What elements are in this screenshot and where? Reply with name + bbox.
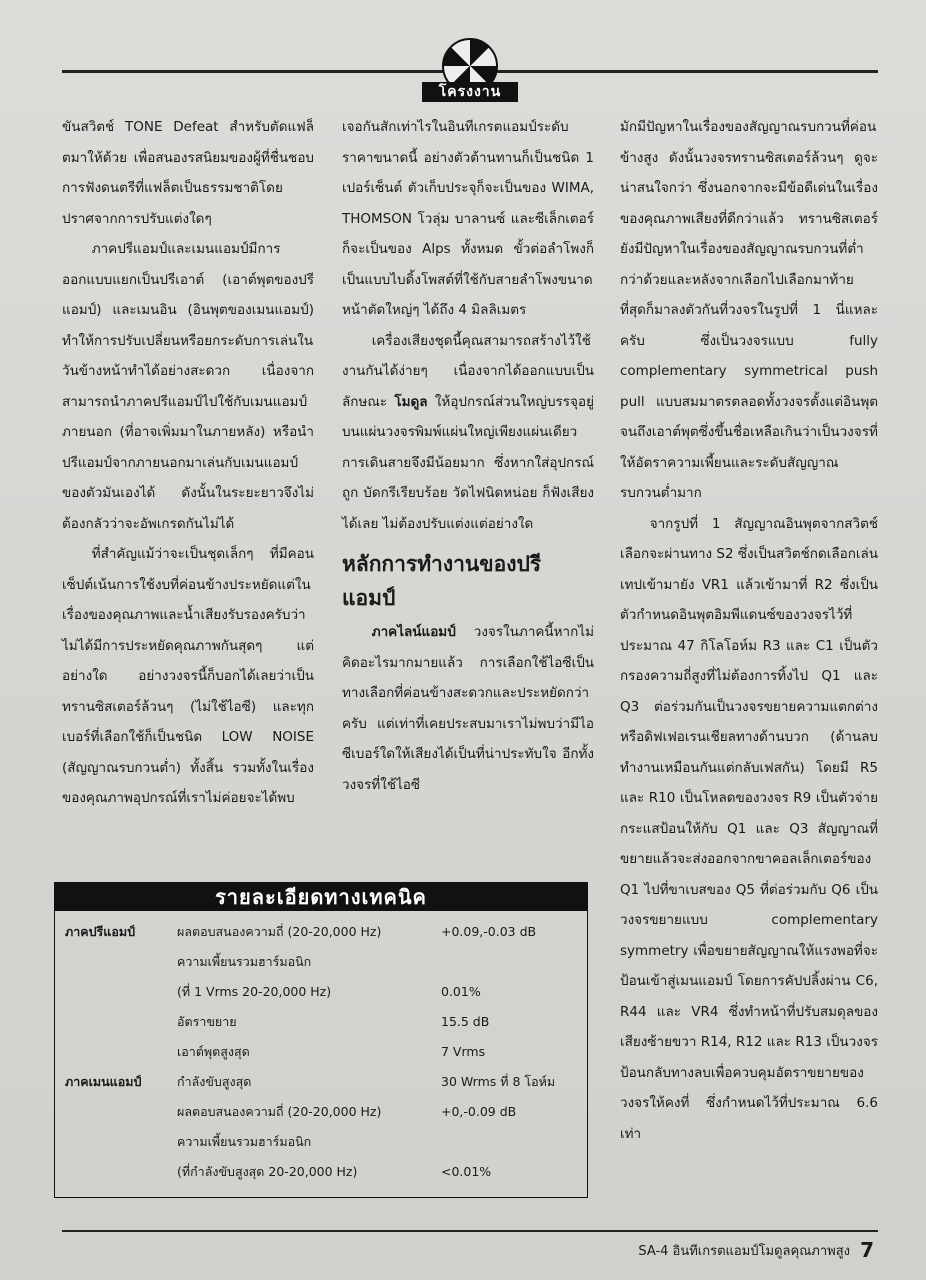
spec-table-title: รายละเอียดทางเทคนิค xyxy=(55,883,587,911)
paragraph xyxy=(342,326,594,540)
spec-item: ความเพี้ยนรวมฮาร์มอนิก xyxy=(177,1134,312,1149)
spec-row xyxy=(55,917,587,947)
spec-item: ความเพี้ยนรวมฮาร์มอนิก xyxy=(177,954,312,969)
paragraph: ที่สำคัญแม้ว่าจะเป็นชุดเล็กๆ ที่มีคอนเซ็ปต์เน้นการใช้งบที่ค่อนข้างประหยัดแต่ในเรื่องของคุณภาพและน้ำเสียงรับรองครับว่าไม่ได้มีการประหยัดคุณภาพกันสุดๆ แต่อย่างใด อย่างวงจรนี้ก็บอกได้เลยว่าเป็นทรานซิสเตอร์ล้วนๆ (ไม่ใช้ไอซี) และทุกเบอร์ที่เลือกใช้ก็เป็นชนิด LOW NOISE (สัญญาณรบกวนต่ำ) ทั้งสิ้น รวมทั้งในเรื่องของคุณภาพอุปกรณ์ที่เราไม่ค่อยจะได้พบ xyxy=(62,546,314,806)
column-1 xyxy=(62,112,314,814)
column-3 xyxy=(620,112,878,1149)
emphasis-text: ภาคไลน์แอมป์ xyxy=(371,624,456,640)
spec-value: 30 Wrms ที่ 8 โอห์ม xyxy=(441,1074,556,1089)
paragraph-text: เครื่องเสียงชุดนี้คุณสามารถสร้างไว้ใช้งานกันได้ง่ายๆ เนื่องจากได้ออกแบบเป็นลักษณะ xyxy=(342,332,594,410)
spec-table xyxy=(54,882,588,1198)
spec-value: 0.01% xyxy=(441,984,481,999)
paragraph: ภาคปรีแอมป์และเมนแอมป์มีการออกแบบแยกเป็นปรีเอาต์ (เอาต์พุตของปรีแอมป์) และเมนอิน (อินพุตของเมนแอมป์) ทำให้การปรับเปลี่ยนหรือยกระดับการเล่นในวันข้างหน้าทำได้อย่างสะดวก เนื่องจากสามารถนำภาคปรีแอมป์ไปใช้กับเมนแอมป์ภายนอก (ที่อาจเพิ่มมาในภายหลัง) หรือนำปรีแอมป์จากภายนอกมาเล่นกับเมนแอมป์ของตัวมันเองได้ ดังนั้นในระยะยาวจึงไม่ต้องกลัวว่าจะอัพเกรดกันไม่ได้ xyxy=(62,241,314,532)
spec-row xyxy=(55,1127,587,1157)
spec-value: +0.09,-0.03 dB xyxy=(441,924,537,939)
spec-item: กำลังขับสูงสุด xyxy=(177,1074,252,1089)
spec-value: 15.5 dB xyxy=(441,1014,490,1029)
spec-row xyxy=(55,947,587,977)
paragraph-text: ให้อุปกรณ์ส่วนใหญ่บรรจุอยู่บนแผ่นวงจรพิมพ์แผ่นใหญ่เพียงแผ่นเดียว การเดินสายจึงมีน้อยมาก ซึ่งหากใส่อุปกรณ์ถูก บัดกรีเรียบร้อย วัดไฟนิดหน่อย ก็ฟังเสียงได้เลย ไม่ต้องปรับแต่งแต่อย่างใด xyxy=(342,393,594,532)
section-label: โครงงาน xyxy=(422,82,518,102)
spec-section: ภาคเมนแอมป์ xyxy=(65,1074,142,1089)
bottom-rule xyxy=(62,1230,878,1232)
emphasis-text: โมดูล xyxy=(394,393,428,410)
section-logo xyxy=(422,38,522,104)
paragraph: มักมีปัญหาในเรื่องของสัญญาณรบกวนที่ค่อนข้างสูง ดังนั้นวงจรทรานซิสเตอร์ล้วนๆ ดูจะน่าสนใจกว่า ซึ่งนอกจากจะมีข้อดีเด่นในเรื่องของคุณภาพเสียงที่ดีกว่าแล้ว ทรานซิสเตอร์ยังมีปัญหาในเรื่องของสัญญาณรบกวนที่ต่ำกว่าด้วยและหลังจากเลือกไปเลือกมาท้ายที่สุดก็มาลงตัวกันที่วงจรในรูปที่ 1 นี่แหละครับ ซึ่งเป็นวงจรแบบ fully complementary symmetrical push pull แบบสมมาตรตลอดทั้งวงจรตั้งแต่อินพุตจนถึงเอาต์พุตซึ่งขึ้นชื่อเหลือเกินว่าเป็นวงจรที่ให้อัตราความเพี้ยนและระดับสัญญาณรบกวนต่ำมาก xyxy=(620,119,878,501)
footer-title: SA-4 อินทีเกรตแอมป์โมดูลคุณภาพสูง xyxy=(638,1244,850,1259)
spec-row xyxy=(55,1097,587,1127)
paragraph-text: วงจรในภาคนี้หากไม่คิดอะไรมากมายแล้ว การเลือกใช้ไอซีเป็นทางเลือกที่ค่อนข้างสะดวกและประหยัดกว่าครับ แต่เท่าที่เคยประสบมาเราไม่พบว่ามีไอซีเบอร์ใดให้เสียงได้เป็นที่น่าประทับใจ อีกทั้งวงจรที่ใช้ไอซี xyxy=(342,624,594,793)
spec-row xyxy=(55,1037,587,1067)
paragraph: จากรูปที่ 1 สัญญาณอินพุตจากสวิตช์เลือกจะผ่านทาง S2 ซึ่งเป็นสวิตช์กดเลือกเล่นเทปเข้ามายัง VR1 แล้วเข้ามาที่ R2 ซึ่งเป็นตัวกำหนดอินพุตอิมพีแดนซ์ของวงจรไว้ที่ประมาณ 47 กิโลโอห์ม R3 และ C1 เป็นตัวกรองความถี่สูงที่ไม่ต้องการทิ้งไป Q1 และ Q3 ต่อร่วมกันเป็นวงจรขยายความแตกต่างหรือดิฟเฟอเรนเชียลทางด้านบวก (ด้านลบทำงานเหมือนกันแต่กลับเฟสกัน) โดยมี R5 และ R10 เป็นโหลดของวงจร R9 เป็นตัวจ่ายกระแสป้อนให้กับ Q1 และ Q3 สัญญาณที่ขยายแล้วจะส่งออกจากขาคอลเล็กเตอร์ของ Q1 ไปที่ขาเบสของ Q5 ที่ต่อร่วมกับ Q6 เป็นวงจรขยายแบบ complementary symmetry เพื่อขยายสัญญาณให้แรงพอที่จะป้อนเข้าสู่เมนแอมป์ โดยการคัปปลิ้งผ่าน C6, R44 และ VR4 ซึ่งทำหน้าที่ปรับสมดุลของเสียงซ้ายขวา R14, R12 และ R13 เป็นวงจรป้อนกลับทางลบเพื่อควบคุมอัตราขยายของวงจรให้คงที่ ซึ่งกำหนดไว้ที่ประมาณ 6.6 เท่า xyxy=(620,515,879,1142)
spec-value: 7 Vrms xyxy=(441,1044,486,1059)
spec-value: <0.01% xyxy=(441,1164,492,1179)
spec-item: อัตราขยาย xyxy=(177,1014,237,1029)
paragraph: เจอกันสักเท่าไรในอินทีเกรตแอมป์ระดับราคาขนาดนี้ อย่างตัวต้านทานก็เป็นชนิด 1 เปอร์เซ็นต์ ตัวเก็บประจุก็จะเป็นของ WIMA, THOMSON โวลุ่ม บาลานซ์ และซีเล็กเตอร์ก็จะเป็นของ Alps ทั้งหมด ขั้วต่อลำโพงก็เป็นแบบไบดิ้งโพสต์ที่ใช้กับสายลำโพงขนาดหน้าตัดใหญ่ๆ ได้ถึง 4 มิลลิเมตร xyxy=(342,119,594,318)
spec-row xyxy=(55,1007,587,1037)
paragraph xyxy=(342,617,594,800)
section-heading: หลักการทำงานของปรีแอมป์ xyxy=(342,552,542,610)
spec-row xyxy=(55,977,587,1007)
paragraph: ขันสวิตช์ TONE Defeat สำหรับตัดแฟล็ตมาให้ด้วย เพื่อสนองรสนิยมของผู้ที่ชื่นชอบการฟังดนตรีที่แฟล็ตเป็นธรรมชาติโดยปราศจากการปรับแต่งใดๆ xyxy=(62,119,314,227)
spec-item: เอาต์พุตสูงสุด xyxy=(177,1044,250,1059)
spec-item: ผลตอบสนองความถี่ (20-20,000 Hz) xyxy=(177,924,382,939)
page-number: 7 xyxy=(860,1238,874,1262)
column-2 xyxy=(342,112,594,800)
spec-row xyxy=(55,1157,587,1187)
spec-item: (ที่ 1 Vrms 20-20,000 Hz) xyxy=(177,984,332,999)
spec-section: ภาคปรีแอมป์ xyxy=(65,924,136,939)
spec-row xyxy=(55,1067,587,1097)
spec-value: +0,-0.09 dB xyxy=(441,1104,517,1119)
spec-item: (ที่กำลังขับสูงสุด 20-20,000 Hz) xyxy=(177,1164,358,1179)
spec-item: ผลตอบสนองความถี่ (20-20,000 Hz) xyxy=(177,1104,382,1119)
